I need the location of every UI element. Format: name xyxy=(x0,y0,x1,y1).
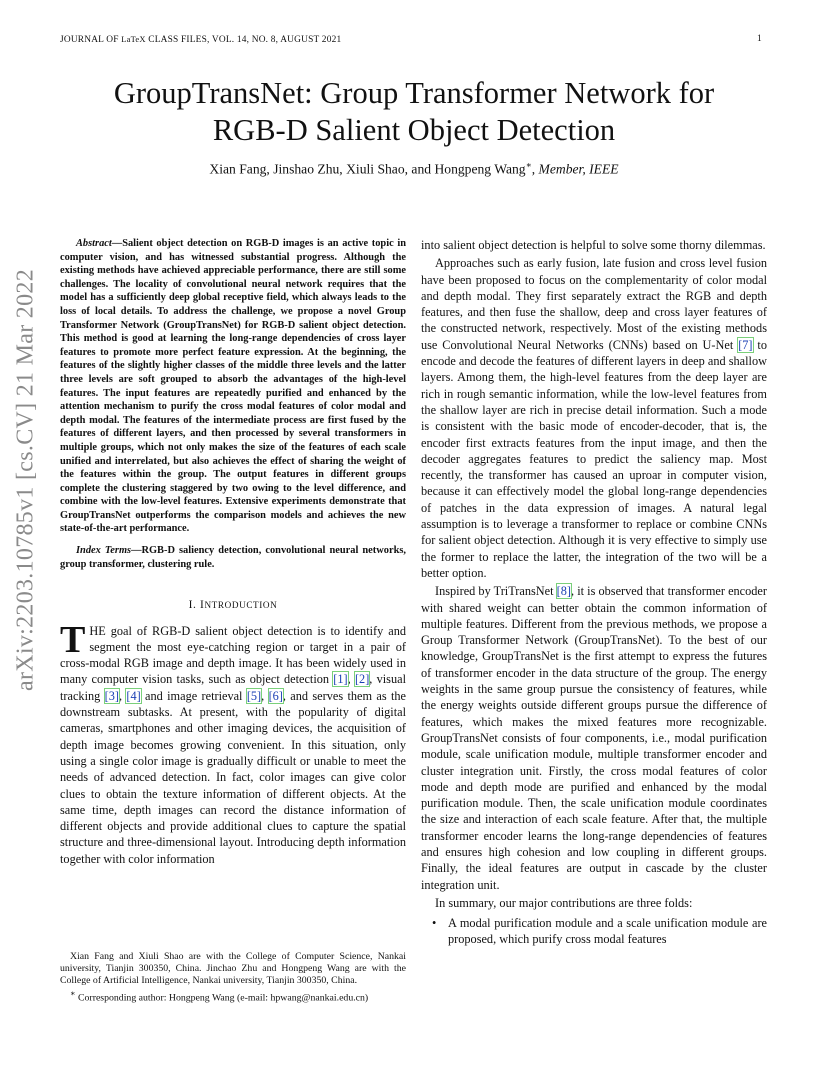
citation-link[interactable]: [1] xyxy=(333,672,348,687)
paragraph: into salient object detection is helpful to solve some thorny dilemmas. xyxy=(421,238,766,252)
citation-link[interactable]: [6] xyxy=(268,688,283,703)
title-line-1: GroupTransNet: Group Transformer Network for xyxy=(113,76,715,110)
abstract-label: Abstract xyxy=(76,238,112,249)
citation-link[interactable]: [4] xyxy=(126,688,141,703)
author-list: Xian Fang, Jinshao Zhu, Xiuli Shao, and Hongpeng Wang∗, Member, IEEE xyxy=(209,160,619,177)
citation-link[interactable]: [7] xyxy=(738,337,753,352)
citation-link[interactable]: [3] xyxy=(104,688,119,703)
paper-title xyxy=(40,75,788,149)
footnotes xyxy=(60,951,406,1004)
paragraph: In summary, our major contributions are three folds: xyxy=(435,895,693,910)
index-terms-text: —RGB-D saliency detection, convolutional neural networks, group transformer, clustering rule. xyxy=(60,545,406,570)
section-heading-introduction: I. INTRODUCTION xyxy=(188,599,278,612)
paragraph: Inspired by TriTransNet [8], it is observed that transformer encoder with shared weight can better obtain the common information of multiple features. Different from the previous methods, we propose a Group Transformer Network (GroupTransNet). To the best of our knowledge, GroupTransNet is the first attempt to express the futures of transformer encoder in the data structure of the group. The energy weights in the same group pursue the consistency of features, while the energy weights outside different groups pursue the difference of features, which makes the mixed features more recognizable. GroupTransNet consists of four components, i.e., modal purification module, scale unification module, multiple transformer encoder and cluster integration unit. Firstly, the cross modal features of color mode and depth mode are purified and enhanced by the modal purification module. Then, the scale unification module coordinates the size and interaction of each scale feature. After that, the multiple transformer encoder learns the long-range dependencies of features and ensures high cohesion and low coupling in different groups. Finally, the ideal features are output in cascade by the cluster integration unit. xyxy=(421,584,767,892)
latex-logo: LaTeX xyxy=(121,34,146,44)
intro-paragraph: THE goal of RGB-D salient object detection is to identify and segment the most eye-catching region or target in a pair of cross-modal RGB image and depth image. It has been widely used in many computer vision tasks, such as object detection [1], [2], visual tracking [3], [4] and image retrieval [5], [6], and serves them as the downstream subtasks. At present, with the popularity of digital cameras, smartphones and other imaging devices, the acquisition of depth image becomes growing convenient. In this situation, only using a single color image is gradually difficult or unable to meet the needs of advanced detection. In fact, color images can give color clues to obtain the texture information of different objects. At the same time, depth images can record the distance information of different objects and provide additional clues to capture the spatial structure and three-dimensional layout. Introducing depth information together with color information xyxy=(60,618,406,866)
arxiv-stamp xyxy=(2,268,52,692)
contribution-list xyxy=(421,915,767,948)
citation-link[interactable]: [5] xyxy=(246,688,262,703)
left-column xyxy=(60,237,406,867)
corresponding-mark: ∗ xyxy=(525,160,532,170)
index-terms-label: Index Terms xyxy=(76,545,132,557)
index-terms xyxy=(60,544,406,571)
page-number: 1 xyxy=(757,34,762,44)
author-names: Xian Fang, Jinshao Zhu, Xiuli Shao, and Hongpeng Wang xyxy=(209,161,526,177)
title-line-2: RGB-D Salient Object Detection xyxy=(212,113,616,147)
author-membership: Member, IEEE xyxy=(538,161,619,177)
right-column xyxy=(421,237,767,948)
list-item: • A modal purification module and a scale unification module are proposed, which purify cross modal features xyxy=(448,915,767,948)
lead-word: HE xyxy=(89,623,106,638)
drop-cap: T xyxy=(60,618,86,661)
footnote-corresponding: ∗ Corresponding author: Hongpeng Wang (e-mail: hpwang@nankai.edu.cn) xyxy=(70,989,369,1004)
citation-link[interactable]: [8] xyxy=(556,584,572,599)
arxiv-id: arXiv:2203.10785v1 [cs.CV] 21 Mar 2022 xyxy=(12,268,39,692)
paragraph: Approaches such as early fusion, late fusion and cross level fusion have been proposed to focus on the complementarity of color modal and depth modal. They first separately extract the RGB and depth features, and then fuse the shallow, deep and cross layer features of the constructed network, respectively. Most of the existing methods use Convolutional Neural Networks (CNNs) based on U-Net [7] to encode and decode the features of different layers in deep and shallow layers. Among them, the high-level features from the deep layer are rich in rough semantic information, while the low-level features from the shallow layer are rich in precise detail information. Such a mode is consistent with the basic mode of encoder-decoder, that is, the encoder first extracts features from the input image, and then the decoder aggregates features to predict the saliency map. Most recently, the transformer has caused an uproar in computer vision, because it can effectively model the global long-range dependencies of patches in the data expression of images. A natural legal assumption is to leverage a transformer to replace or combine CNNs for salient object detection. Although it is very effective to simply use the former to replace the latter, the integration of the two will be a better option. xyxy=(421,256,767,580)
abstract xyxy=(60,237,406,536)
abstract-text: —Salient object detection on RGB-D images is an active topic in computer vision, and has witnessed substantial progress. Although the existing methods have achieved appreciable performance, there are still some challenges. The locality of convolutional neural network requires that the model has a sufficiently deep global receptive field, which always leads to the loss of local details. To address the challenge, we propose a novel Group Transformer Network (GroupTransNet) for RGB-D salient object detection. This method is good at learning the long-range dependencies of cross layer features to promote more perfect feature expression. At the beginning, the features of the slightly higher classes of the middle three levels and the latter three levels are soft grouped to absorb the advantages of the high-level features. The input features are repeatedly purified and enhanced by the attention mechanism to purify the cross modal features of color modal and depth modal. The features of the intermediate process are first fused by the features of different layers, and then processed by several transformers in multiple groups, which not only makes the size of the features of each scale unified and interrelated, but also achieves the effect of sharing the weight of the features within the group. The output features in different groups complete the clustering staggered by two owing to the level difference, and combine with the low-level features. Extensive experiments demonstrate that GroupTransNet outperforms the comparison models and achieves the new state-of-the-art performance. xyxy=(60,238,406,535)
citation-link[interactable]: [2] xyxy=(354,672,370,687)
footnote-affiliations: Xian Fang and Xiuli Shao are with the College of Computer Science, Nankai university, Tianjin 300350, China. Jinchao Zhu and Hongpeng Wang are with the College of Artificial Intelligence, Nankai university, Tianjin 300350, China. xyxy=(60,951,406,986)
running-header: JOURNAL OF LaTeX CLASS FILES, VOL. 14, NO. 8, AUGUST 2021 xyxy=(60,34,342,45)
